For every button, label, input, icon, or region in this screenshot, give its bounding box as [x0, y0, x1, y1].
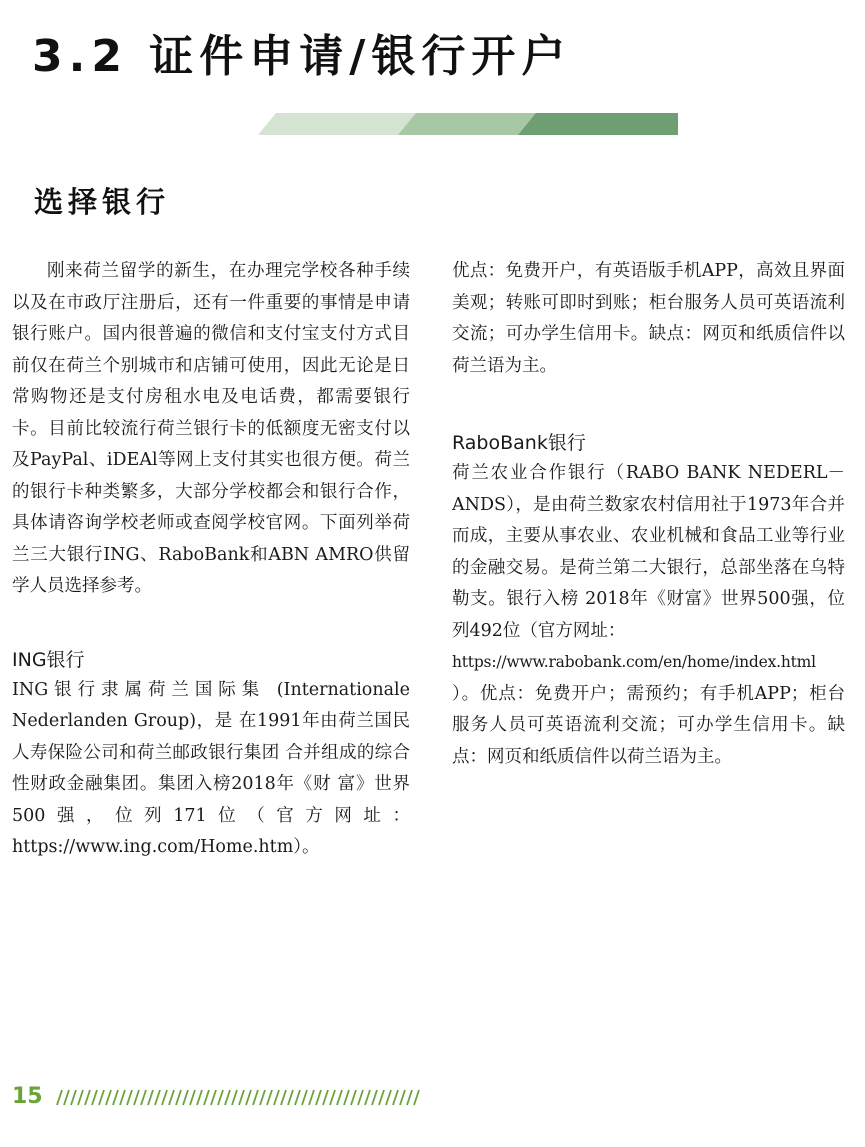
- footer-stripe: [155, 1090, 160, 1105]
- left-column: [12, 256, 410, 864]
- footer-stripe: [393, 1090, 398, 1105]
- footer-stripe: [176, 1090, 181, 1105]
- footer-stripe: [316, 1090, 321, 1105]
- footer-stripe: [148, 1090, 153, 1105]
- footer-stripe: [407, 1090, 412, 1105]
- footer-stripe: [190, 1090, 195, 1105]
- footer-stripe: [274, 1090, 279, 1105]
- footer-stripe: [309, 1090, 314, 1105]
- ing-pros-cons: 优点：免费开户，有英语版手机APP，高效且界面美观；转账可即时到账；柜台服务人员可英语流利交流；可办学生信用卡。缺点：网页和纸质信件以荷兰语为主。: [452, 261, 845, 376]
- footer-stripe: [400, 1090, 405, 1105]
- footer-stripe: [351, 1090, 356, 1105]
- footer-stripe: [260, 1090, 265, 1105]
- ing-bank-heading: ING银行: [12, 648, 85, 671]
- rabobank-text-after-url: ）。优点：免费开户；需预约；有手机APP；柜台服务人员可英语流利交流；可办学生信用卡。缺点：网页和纸质信件以荷兰语为主。: [452, 683, 845, 767]
- footer-stripe: [386, 1090, 391, 1105]
- page-number: 15: [12, 1084, 43, 1109]
- footer-stripe: [302, 1090, 307, 1105]
- footer-stripe: [246, 1090, 251, 1105]
- right-column: [452, 256, 845, 773]
- footer-stripe: [127, 1090, 132, 1105]
- rabobank-text-before-url: 荷兰农业合作银行（RABO BANK NEDERL－ANDS），是由荷兰数家农村信用社于1973年合并而成，主要从事农业、农业机械和食品工业等行业的金融交易。是荷兰第二大银行，总部坐落在乌特勒支。银行入榜 2018年《财富》世界500强，位列492位（官方网址：: [452, 463, 845, 641]
- rabobank-url: https://www.rabobank.com/en/home/index.html: [452, 653, 816, 671]
- footer-stripe: [365, 1090, 370, 1105]
- footer-stripe: [372, 1090, 377, 1105]
- footer-stripe: [323, 1090, 328, 1105]
- footer-stripe: [232, 1090, 237, 1105]
- footer-stripe: [71, 1090, 76, 1105]
- section-heading: 选择银行: [34, 185, 171, 219]
- footer-stripe: [218, 1090, 223, 1105]
- title-decoration-band: [258, 113, 678, 135]
- footer-stripe: [162, 1090, 167, 1105]
- footer-stripe: [288, 1090, 293, 1105]
- footer-stripe: [281, 1090, 286, 1105]
- ing-bank-description: ING银行隶属荷兰国际集 (Internationale Nederlanden Group)，是 在1991年由荷兰国民人寿保险公司和荷兰邮政银行集团 合并组成的综合性财政金融集团。集团入榜2018年《财 富》世界500强，位列171位（官方网址：https://www.ing.com/Home.htm）。: [12, 679, 410, 857]
- footer-stripe: [204, 1090, 209, 1105]
- footer-stripe: [337, 1090, 342, 1105]
- footer-stripe: [211, 1090, 216, 1105]
- footer-stripe: [197, 1090, 202, 1105]
- page-footer: [12, 1084, 425, 1109]
- footer-stripe: [253, 1090, 258, 1105]
- footer-stripe: [120, 1090, 125, 1105]
- footer-stripe: [239, 1090, 244, 1105]
- footer-stripe: [106, 1090, 111, 1105]
- footer-stripe: [92, 1090, 97, 1105]
- footer-stripe: [113, 1090, 118, 1105]
- page-title: 3.2 证件申请/银行开户: [32, 31, 572, 82]
- footer-stripe: [267, 1090, 272, 1105]
- footer-stripe: [330, 1090, 335, 1105]
- footer-stripe: [379, 1090, 384, 1105]
- footer-stripe-decoration: [55, 1087, 425, 1107]
- footer-stripe: [183, 1090, 188, 1105]
- footer-stripe: [57, 1090, 62, 1105]
- footer-stripe: [295, 1090, 300, 1105]
- footer-stripe: [225, 1090, 230, 1105]
- rabobank-description: [452, 458, 845, 773]
- footer-stripe: [85, 1090, 90, 1105]
- footer-stripe: [64, 1090, 69, 1105]
- rabobank-heading: RaboBank银行: [452, 432, 586, 454]
- footer-stripe: [169, 1090, 174, 1105]
- footer-stripe: [344, 1090, 349, 1105]
- footer-stripe: [78, 1090, 83, 1105]
- footer-stripe: [414, 1090, 419, 1105]
- intro-paragraph: 刚来荷兰留学的新生，在办理完学校各种手续以及在市政厅注册后，还有一件重要的事情是申请银行账户。国内很普遍的微信和支付宝支付方式目前仅在荷兰个别城市和店铺可使用，因此无论是日常购物还是支付房租水电及电话费，都需要银行卡。目前比较流行荷兰银行卡的低额度无密支付以及PayPal、iDEAl等网上支付其实也很方便。荷兰的银行卡种类繁多，大部分学校都会和银行合作，具体请咨询学校老师或查阅学校官网。下面列举荷兰三大银行ING、RaboBank和ABN AMRO供留学人员选择参考。: [12, 261, 410, 596]
- footer-stripe: [99, 1090, 104, 1105]
- footer-stripe: [358, 1090, 363, 1105]
- band-segment-dark: [518, 113, 678, 135]
- footer-stripe: [134, 1090, 139, 1105]
- footer-stripe: [141, 1090, 146, 1105]
